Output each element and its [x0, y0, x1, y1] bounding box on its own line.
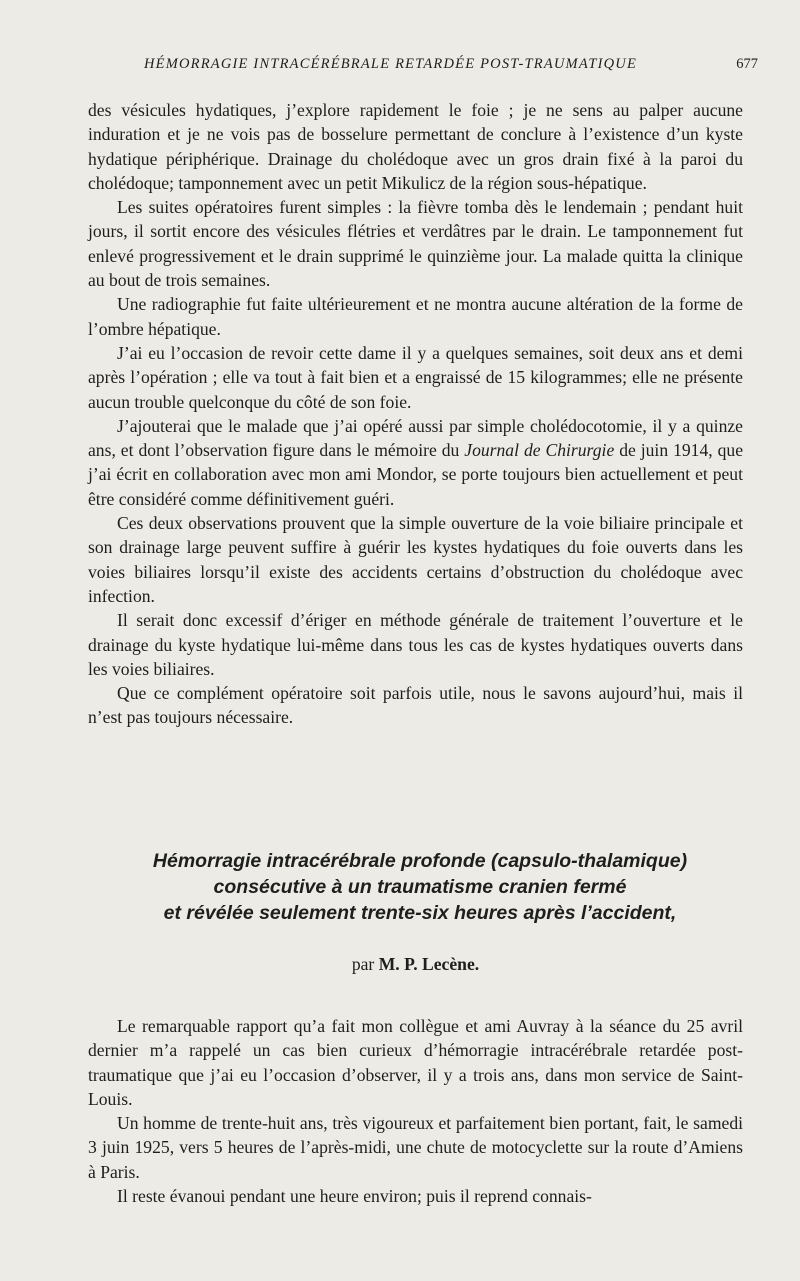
running-head — [88, 56, 760, 78]
paragraph: Un homme de trente-huit ans, très vigoureux et parfaitement bien portant, fait, le samedi 3 juin 1925, vers 5 heures de l’après-midi, une chute de motocyclette sur la route d’Amiens à Paris. — [88, 1113, 743, 1182]
paragraph: Il serait donc excessif d’ériger en méthode générale de traitement l’ouverture et le drainage du kyste hydatique lui-même dans tous les cas de kystes hydatiques ouverts dans les voies biliaires. — [88, 610, 743, 679]
byline-prefix: par — [351, 954, 375, 974]
text-span: de juin 1914, que j’ai écrit en collaboration avec mon ami Mondor, se porte toujours bien actuellement et peut être considéré comme définitivement guéri. — [88, 440, 743, 509]
paragraph: J’ai eu l’occasion de revoir cette dame il y a quelques semaines, soit deux ans et demi après l’opération ; elle va tout à fait bien et a engraissé de 15 kilogrammes; elle ne présente aucun trouble quelconque du côté de son foie. — [88, 342, 743, 412]
title-line: Hémorragie intracérébrale profonde (capsulo-thalamique) — [152, 850, 688, 872]
article-text — [88, 1014, 743, 1208]
byline-author: M. P. Lecène. — [378, 954, 480, 974]
paragraph — [88, 414, 743, 511]
byline — [88, 954, 743, 975]
title-line: consécutive à un traumatisme cranien fermé — [213, 876, 627, 898]
paragraph: Ces deux observations prouvent que la simple ouverture de la voie biliaire principale et son drainage large peuvent suffire à guérir les kystes hydatiques du foie ouverts dans les voies biliaires lorsqu’il existe des accidents certains d’obstruction du cholédoque avec infection. — [88, 513, 743, 606]
text-span: J’ajouterai que le malade que j’ai opéré aussi par simple cholédocotomie, il y a quinze ans, et dont l’observation figure dans le mémoire du — [88, 415, 743, 461]
paragraph: Il reste évanoui pendant une heure environ; puis il reprend connais- — [117, 1186, 592, 1207]
previous-article-text — [88, 98, 743, 730]
article-title — [60, 848, 780, 926]
page-number: 677 — [736, 56, 758, 72]
title-line: et révélée seulement trente-six heures après l’accident, — [163, 902, 677, 924]
journal-title: Journal de Chirurgie — [464, 440, 615, 461]
paragraph: Le remarquable rapport qu’a fait mon collègue et ami Auvray à la séance du 25 avril dernier m’a rappelé un cas bien curieux d’hémorragie intracérébrale retardée post-traumatique que j’ai eu l’occasion d’observer, il y a trois ans, dans mon service de Saint-Louis. — [88, 1016, 743, 1109]
paragraph: des vésicules hydatiques, j’explore rapidement le foie ; je ne sens au palper aucune induration et je ne vois pas de bosselure permettant de conclure à l’existence d’un kyste hydatique périphérique. Drainage du cholédoque avec un gros drain fixé à la paroi du cholédoque; tamponnement avec un petit Mikulicz de la région sous-hépatique. — [88, 100, 743, 193]
paragraph: Les suites opératoires furent simples : la fièvre tomba dès le lendemain ; pendant huit jours, il sortit encore des vésicules flétries et verdâtres par le drain. Le tamponnement fut enlevé progressivement et le drain supprimé le quinzième jour. La malade quitta la clinique au bout de trois semaines. — [88, 197, 743, 291]
running-head-title: HÉMORRAGIE INTRACÉRÉBRALE RETARDÉE POST-TRAUMATIQUE — [144, 56, 638, 72]
paragraph: Une radiographie fut faite ultérieurement et ne montra aucune altération de la forme de l’ombre hépatique. — [88, 294, 743, 339]
paragraph: Que ce complément opératoire soit parfois utile, nous le savons aujourd’hui, mais il n’est pas toujours nécessaire. — [88, 683, 743, 728]
